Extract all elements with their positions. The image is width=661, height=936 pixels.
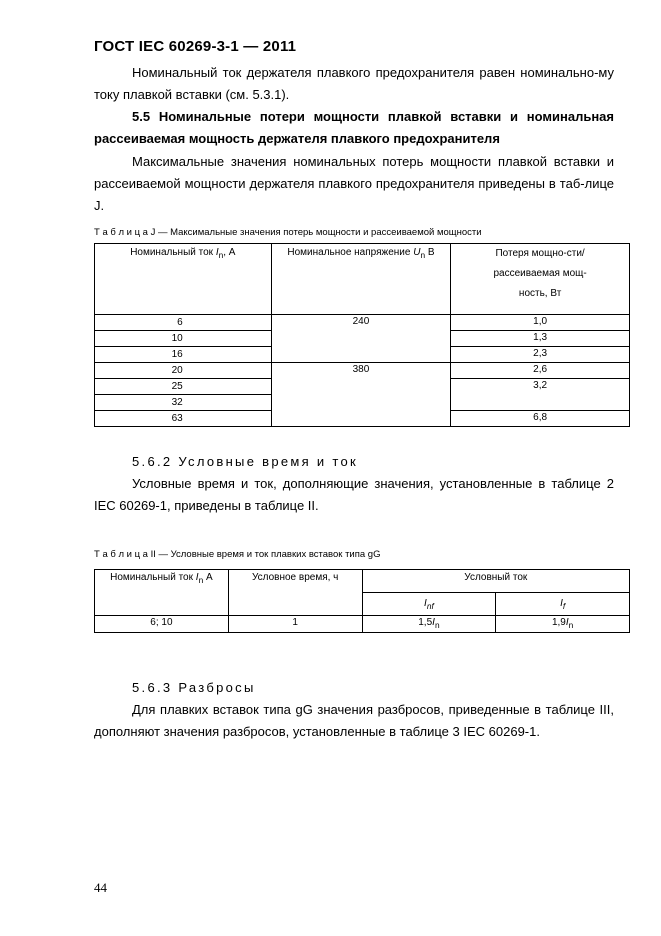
paragraph-intro: Номинальный ток держателя плавкого предохранителя равен номинально-му току плавкой вставки (см. 5.3.1).	[94, 65, 614, 102]
table-cell: 2,6	[451, 363, 630, 379]
table-j-header-voltage: Номинальное напряжение $U_n$ В	[271, 244, 451, 315]
table-cell: 10	[95, 331, 272, 347]
table-cell: 25	[95, 379, 272, 395]
page-number: 44	[94, 880, 107, 895]
section-5-6-3-heading: 5.6.3 Разбросы	[132, 680, 256, 695]
table-cell: 1	[228, 616, 362, 633]
table-cell: 6,8	[451, 411, 630, 427]
table-cell: 1,3	[451, 331, 630, 347]
table-cell: 6; 10	[95, 616, 229, 633]
table-cell: 6	[95, 315, 272, 331]
paragraph-5-5: Максимальные значения номинальных потерь мощности плавкой вставки и рассеиваемой мощности держателя плавкого предохранителя приведены в таб-лице J.	[94, 154, 614, 213]
table-cell: 240	[271, 315, 451, 363]
section-5-5-heading: 5.5 Номинальные потери мощности плавкой вставки и номинальная рассеиваемая мощность держателя плавкого предохранителя	[94, 109, 614, 146]
table-j	[94, 243, 630, 427]
table-cell: 16	[95, 347, 272, 363]
page-header: ГОСТ IEC 60269-3-1 — 2011	[94, 38, 297, 55]
paragraph-5-6-3: Для плавких вставок типа gG значения разбросов, приведенные в таблице III, дополняют значения разбросов, установленные в таблице 3 IEC 60269-1.	[94, 702, 614, 739]
table-cell: 20	[95, 363, 272, 379]
table-ii-header-time: Условное время, ч	[228, 570, 362, 616]
section-5-6-2-heading: 5.6.2 Условные время и ток	[132, 454, 359, 469]
table-ii-header-inf: $I_{nf}$	[362, 593, 496, 616]
table-cell: 3,2	[451, 379, 630, 411]
table-j-caption: Т а б л и ц а J — Максимальные значения потерь мощности и рассеиваемой мощности	[94, 227, 482, 238]
paragraph-5-6-2: Условные время и ток, дополняющие значения, установленные в таблице 2 IEC 60269-1, приведены в таблице II.	[94, 476, 614, 513]
table-ii-header-conventional-current: Условный ток	[362, 570, 629, 593]
table-ii-header-current: Номинальный ток $I_n$ А	[95, 570, 229, 616]
table-ii-header-if: $I_f$	[496, 593, 630, 616]
table-cell: 63	[95, 411, 272, 427]
table-j-header-current: Номинальный ток $I_n$, А	[95, 244, 272, 315]
table-j-header-loss: Потеря мощно-сти/рассеиваемая мощ-ность, Вт	[451, 244, 630, 315]
table-ii	[94, 569, 630, 633]
table-cell: $1,5I_n$	[362, 616, 496, 633]
table-cell: 1,0	[451, 315, 630, 331]
table-cell: 380	[271, 363, 451, 427]
table-cell: 2,3	[451, 347, 630, 363]
table-cell: $1,9I_n$	[496, 616, 630, 633]
table-ii-caption: Т а б л и ц а II — Условные время и ток плавких вставок типа gG	[94, 549, 381, 560]
table-cell: 32	[95, 395, 272, 411]
